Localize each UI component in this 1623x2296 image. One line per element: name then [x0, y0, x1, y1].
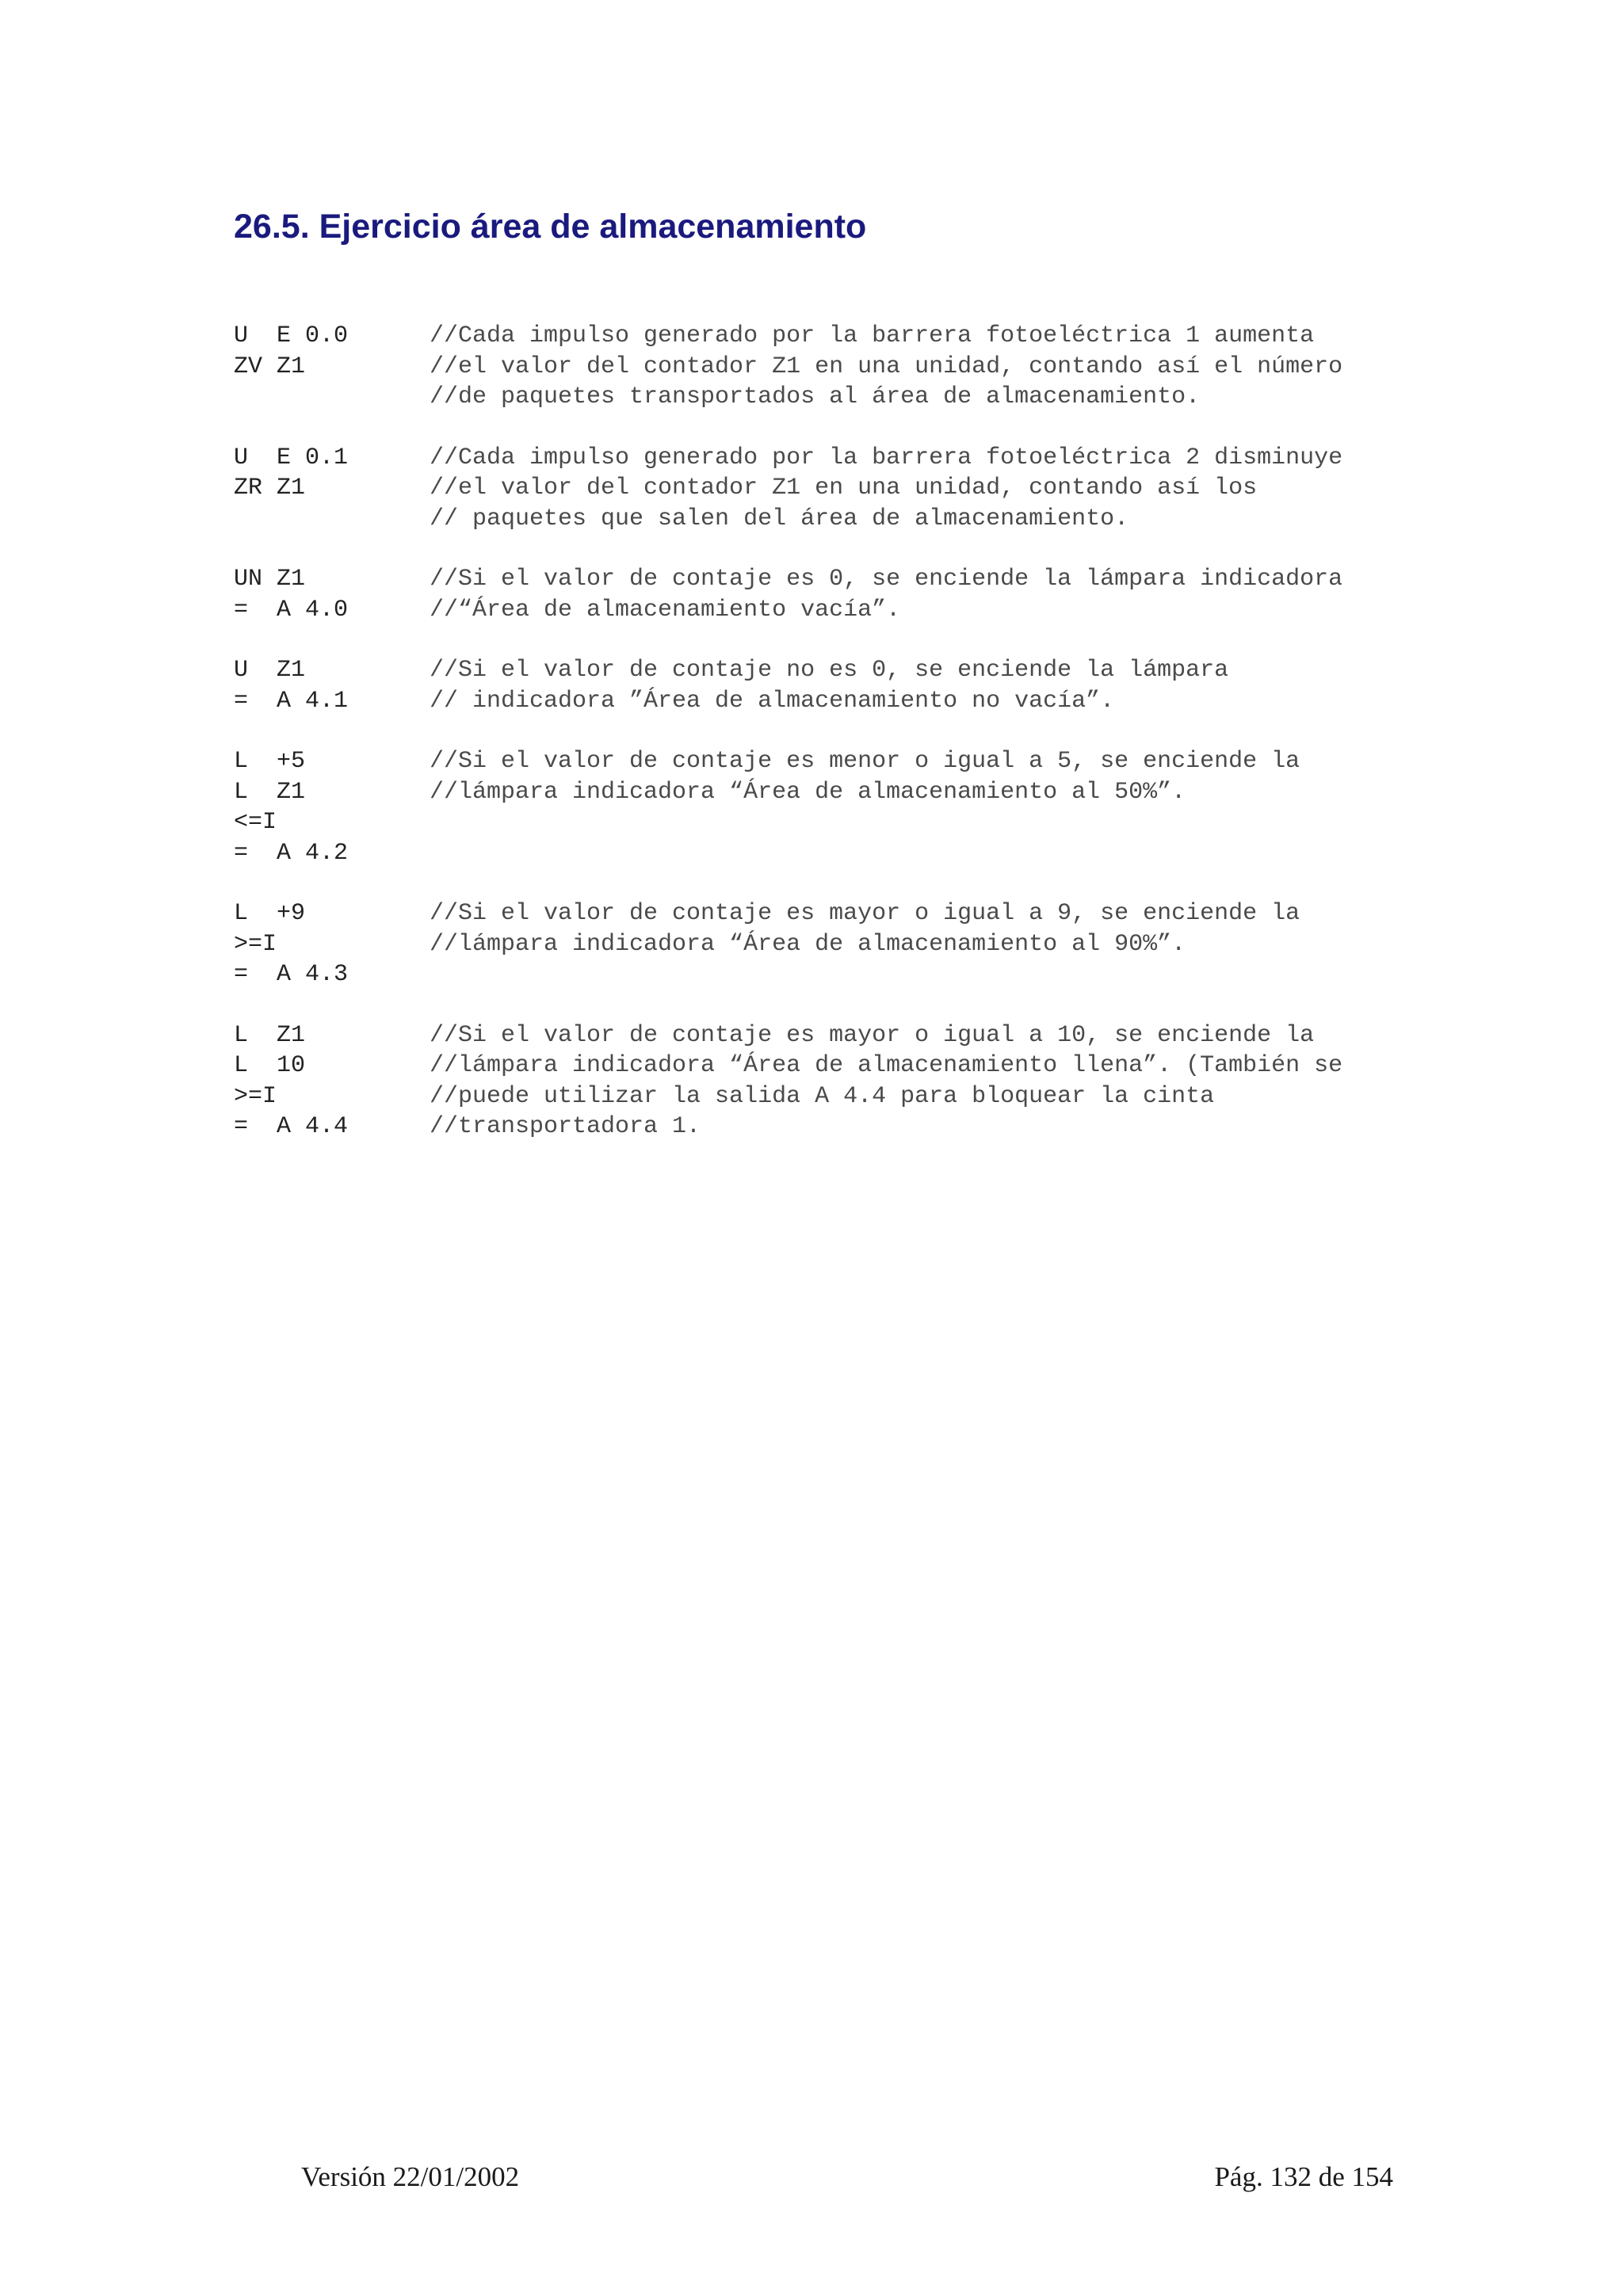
instruction: L +9 [234, 900, 306, 928]
instruction: >=I [234, 1082, 277, 1110]
code-line [234, 382, 1407, 413]
code-line [234, 564, 1407, 595]
instruction: = A 4.0 [234, 596, 349, 624]
code-line [234, 321, 1407, 352]
code-comment: //Si el valor de contaje es menor o igual a 5, se enciende la [430, 748, 1300, 776]
instruction: L +5 [234, 748, 306, 776]
code-comment: //“Área de almacenamiento vacía”. [430, 596, 901, 624]
instruction: = A 4.2 [234, 839, 349, 867]
code-comment: //lámpara indicadora “Área de almacenamiento al 50%”. [430, 778, 1186, 806]
code-comment: //puede utilizar la salida A 4.4 para bloquear la cinta [430, 1082, 1215, 1110]
code-block [234, 443, 1407, 535]
code-line [234, 777, 1407, 808]
instruction: >=I [234, 930, 277, 958]
instruction: L Z1 [234, 1021, 306, 1049]
code-line [234, 838, 1407, 869]
code-comment: //de paquetes transportados al área de almacenamiento. [430, 383, 1201, 411]
code-listing [234, 321, 1407, 1173]
instruction: ZR Z1 [234, 475, 306, 502]
code-comment: // indicadora ”Área de almacenamiento no vacía”. [430, 687, 1115, 715]
code-line [234, 655, 1407, 686]
code-comment: //Cada impulso generado por la barrera fotoeléctrica 2 disminuye [430, 444, 1343, 471]
code-comment: //lámpara indicadora “Área de almacenamiento llena”. (También se [430, 1052, 1343, 1080]
code-line [234, 352, 1407, 383]
code-line [234, 1020, 1407, 1051]
instruction: = A 4.3 [234, 961, 349, 989]
instruction: U E 0.0 [234, 322, 349, 350]
instruction: L Z1 [234, 778, 306, 806]
code-block [234, 564, 1407, 625]
code-line [234, 1081, 1407, 1112]
code-line [234, 929, 1407, 960]
code-comment: //el valor del contador Z1 en una unidad, contando así el número [430, 353, 1343, 380]
code-line [234, 1112, 1407, 1142]
instruction: = A 4.4 [234, 1113, 349, 1141]
code-line [234, 1051, 1407, 1081]
code-comment: //Si el valor de contaje es 0, se enciende la lámpara indicadora [430, 566, 1343, 593]
code-line [234, 959, 1407, 990]
code-comment: //transportadora 1. [430, 1113, 701, 1141]
footer-page-number: Pág. 132 de 154 [1214, 2161, 1393, 2192]
code-block [234, 1020, 1407, 1142]
code-comment: //el valor del contador Z1 en una unidad, contando así los [430, 475, 1258, 502]
code-block [234, 321, 1407, 413]
code-comment: //Si el valor de contaje es mayor o igual a 10, se enciende la [430, 1021, 1315, 1049]
instruction: L 10 [234, 1052, 306, 1080]
code-line [234, 746, 1407, 777]
instruction: UN Z1 [234, 566, 306, 593]
code-comment: //Cada impulso generado por la barrera fotoeléctrica 1 aumenta [430, 322, 1315, 350]
section-heading: 26.5. Ejercicio área de almacenamiento [234, 208, 867, 246]
code-line [234, 807, 1407, 838]
instruction: ZV Z1 [234, 353, 306, 380]
code-line [234, 686, 1407, 717]
instruction: U Z1 [234, 657, 306, 685]
instruction: = A 4.1 [234, 687, 349, 715]
footer-version: Versión 22/01/2002 [301, 2161, 520, 2192]
code-comment: //Si el valor de contaje es mayor o igual a 9, se enciende la [430, 900, 1300, 928]
code-block [234, 746, 1407, 868]
code-line [234, 595, 1407, 626]
code-block [234, 655, 1407, 716]
instruction: U E 0.1 [234, 444, 349, 471]
code-comment: // paquetes que salen del área de almacenamiento. [430, 505, 1129, 532]
code-line [234, 898, 1407, 929]
code-block [234, 898, 1407, 990]
code-line [234, 443, 1407, 474]
code-line [234, 473, 1407, 504]
code-comment: //Si el valor de contaje no es 0, se enciende la lámpara [430, 657, 1229, 685]
instruction: <=I [234, 809, 277, 837]
code-comment: //lámpara indicadora “Área de almacenamiento al 90%”. [430, 930, 1186, 958]
code-line [234, 504, 1407, 535]
